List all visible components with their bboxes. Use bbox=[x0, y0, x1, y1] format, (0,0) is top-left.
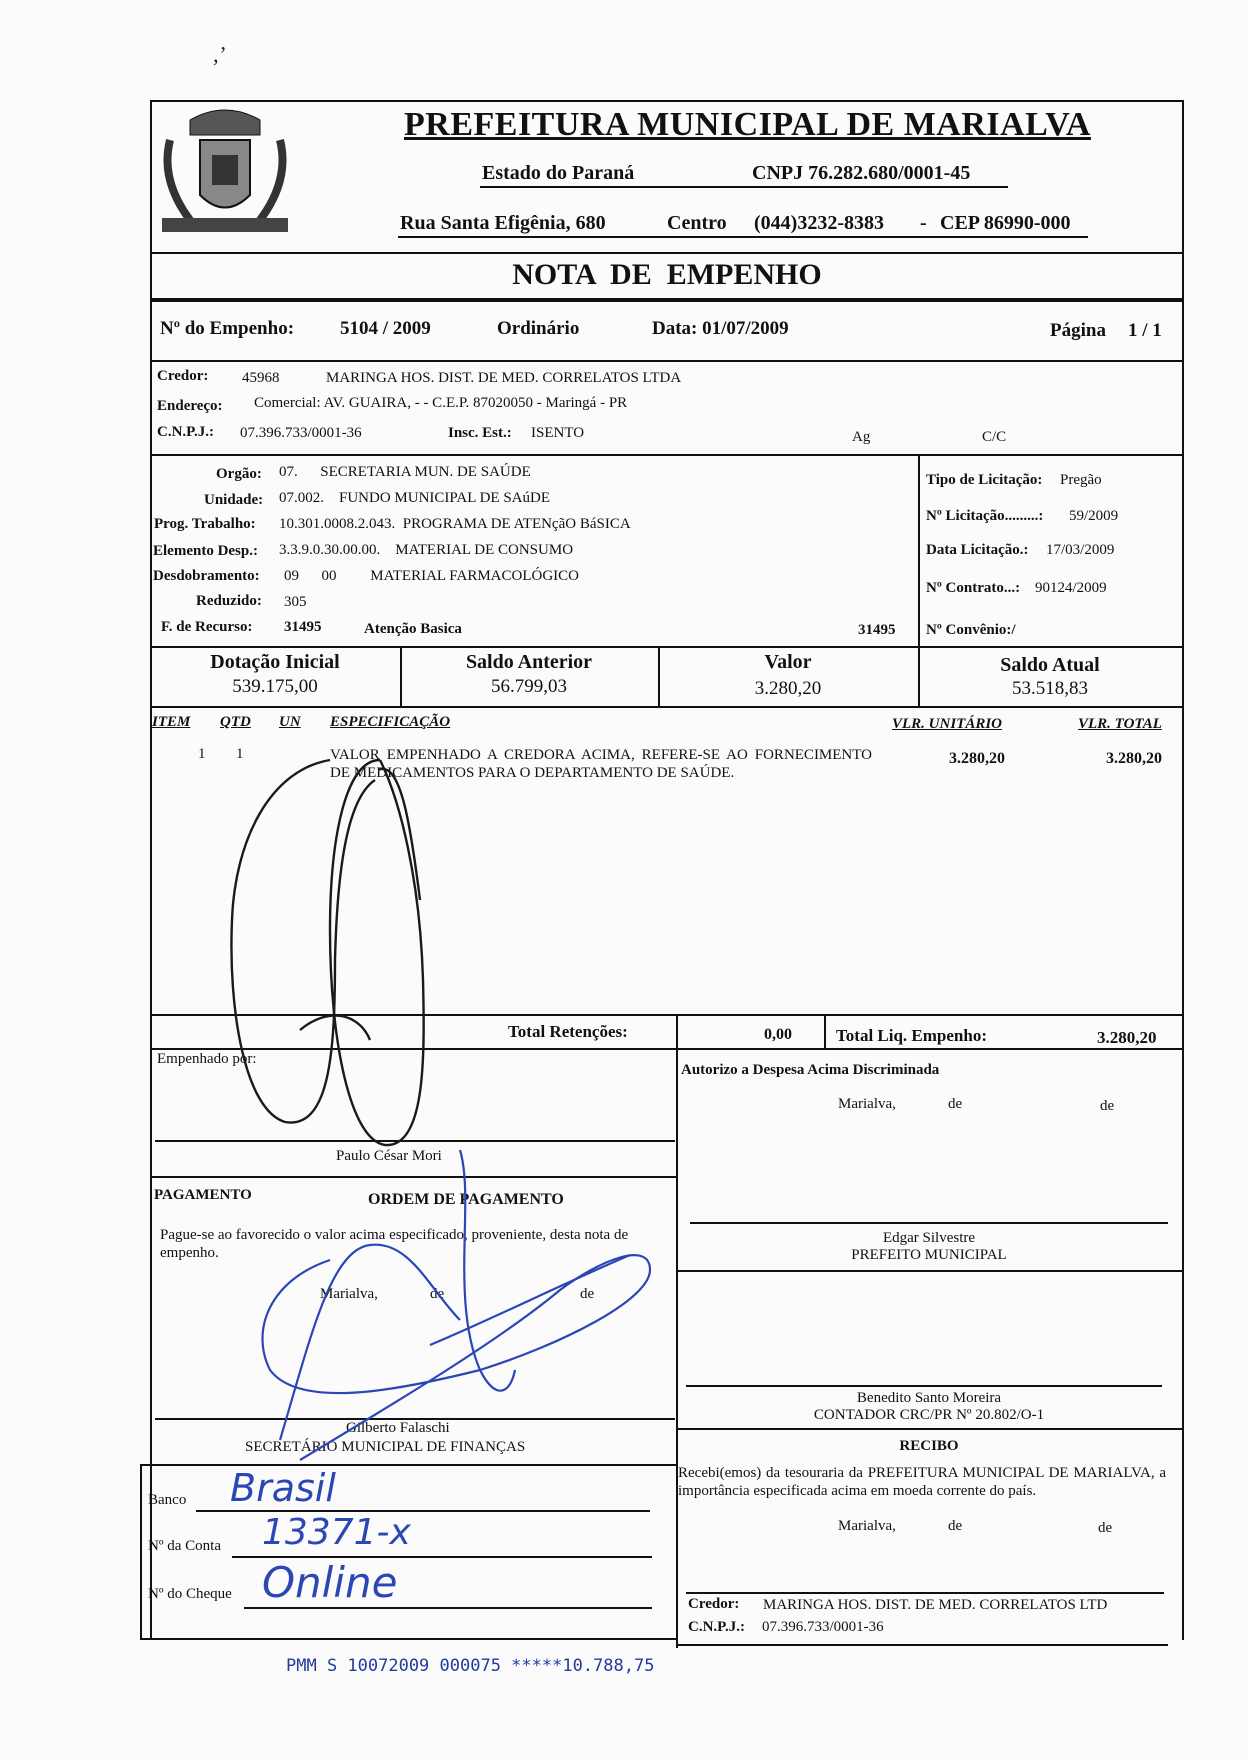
recurso-label: F. de Recurso: bbox=[161, 619, 253, 635]
empenho-date: Data: 01/07/2009 bbox=[652, 318, 789, 339]
divider-totals-2 bbox=[824, 1014, 826, 1050]
divider-empenhado bbox=[150, 1176, 676, 1178]
empenho-type: Ordinário bbox=[497, 318, 580, 339]
pagamento-role: SECRETÁRIO MUNICIPAL DE FINANÇAS bbox=[245, 1439, 526, 1455]
recibo-text: Recebi(emos) da tesouraria da PREFEITURA MUNICIPAL DE MARIALVA, a importância especificada acima em moeda corrente do país. bbox=[678, 1465, 1166, 1499]
retencoes-value: 0,00 bbox=[764, 1026, 792, 1043]
col-unit: VLR. UNITÁRIO bbox=[892, 716, 1003, 732]
unidade-value: 07.002. FUNDO MUNICIPAL DE SAúDE bbox=[279, 490, 550, 506]
item-total-value: 3.280,20 bbox=[1106, 750, 1162, 767]
divider-totals-top bbox=[150, 1014, 1184, 1016]
divider-budget bbox=[150, 646, 1184, 648]
empenhado-label: Empenhado por: bbox=[157, 1051, 257, 1067]
header-phone: (044)3232-8383 bbox=[754, 212, 884, 234]
divider-recibo-bottom bbox=[676, 1644, 1168, 1646]
contrato-label: Nº Contrato...: bbox=[926, 580, 1021, 596]
divider-autorizo bbox=[676, 1270, 1182, 1272]
page-title: PREFEITURA MUNICIPAL DE MARIALVA bbox=[404, 106, 1091, 143]
contador-signature-line bbox=[686, 1385, 1162, 1387]
banco-handwritten: Brasil bbox=[230, 1466, 336, 1510]
empenhado-signer: Paulo César Mori bbox=[336, 1148, 442, 1164]
saldo-atual-label: Saldo Atual bbox=[1000, 654, 1100, 676]
border-right bbox=[1182, 100, 1184, 1640]
pagamento-label: PAGAMENTO bbox=[154, 1187, 252, 1203]
elemento-label: Elemento Desp.: bbox=[153, 543, 258, 559]
valor-value: 3.280,20 bbox=[754, 678, 822, 699]
pagamento-text: Pague-se ao favorecido o valor acima especificado, proveniente, desta nota de empenho. bbox=[160, 1227, 629, 1261]
banco-border-left bbox=[140, 1464, 142, 1640]
ie-label: Insc. Est.: bbox=[448, 425, 512, 441]
ie-value: ISENTO bbox=[531, 425, 585, 441]
divider-pagamento bbox=[140, 1464, 676, 1466]
page-number: 1 / 1 bbox=[1128, 320, 1162, 341]
recibo-de1: de bbox=[948, 1518, 963, 1534]
empenho-number: 5104 / 2009 bbox=[340, 318, 431, 339]
ag-label: Ag bbox=[852, 429, 871, 445]
saldo-atual-value: 53.518,83 bbox=[1012, 678, 1088, 699]
header-cnpj: CNPJ 76.282.680/0001-45 bbox=[752, 162, 971, 184]
liquido-label: Total Liq. Empenho: bbox=[836, 1026, 987, 1045]
credor-cnpj-label: C.N.P.J.: bbox=[157, 424, 214, 440]
convenio-label: Nº Convênio:/ bbox=[926, 622, 1016, 638]
saldo-anterior-value: 56.799,03 bbox=[491, 676, 567, 697]
credor-address: Comercial: AV. GUAIRA, - - C.E.P. 87020050 - Maringá - PR bbox=[254, 395, 628, 411]
autorizo-label: Autorizo a Despesa Acima Discriminada bbox=[681, 1062, 940, 1078]
conta-handwritten: 13371-x bbox=[262, 1512, 411, 1553]
col-spec: ESPECIFICAÇÃO bbox=[330, 714, 451, 730]
header-separator: - bbox=[920, 212, 927, 234]
divider-header bbox=[150, 252, 1184, 254]
recurso-name: Atenção Basica bbox=[364, 621, 462, 637]
divider-contador bbox=[676, 1428, 1182, 1430]
reduzido-label: Reduzido: bbox=[196, 593, 262, 609]
state-label: Estado do Paraná bbox=[482, 162, 635, 184]
reduzido-value: 305 bbox=[284, 594, 307, 610]
licitacao-tipo-value: Pregão bbox=[1060, 472, 1102, 488]
divider-totals-1 bbox=[676, 1014, 678, 1050]
credor-label: Credor: bbox=[157, 368, 209, 384]
unidade-label: Unidade: bbox=[204, 492, 264, 508]
autorizo-role: PREFEITO MUNICIPAL bbox=[851, 1247, 1007, 1263]
divider-empenho bbox=[150, 360, 1184, 362]
pagamento-signer: Gilberto Falaschi bbox=[346, 1420, 450, 1436]
divider-saldos bbox=[150, 706, 1184, 708]
dotacao-value: 539.175,00 bbox=[232, 676, 318, 697]
pagamento-de1: de bbox=[430, 1286, 445, 1302]
contrato-value: 90124/2009 bbox=[1035, 580, 1107, 596]
ordem-pagamento-label: ORDEM DE PAGAMENTO bbox=[368, 1191, 564, 1208]
item-unit-value: 3.280,20 bbox=[949, 750, 1005, 767]
autorizo-de2: de bbox=[1100, 1098, 1115, 1114]
border-top bbox=[150, 100, 1184, 102]
licitacao-numero-value: 59/2009 bbox=[1069, 508, 1119, 524]
coat-of-arms-icon bbox=[150, 100, 300, 250]
recibo-cnpj: 07.396.733/0001-36 bbox=[762, 1619, 884, 1635]
autorizo-signature-line bbox=[690, 1222, 1168, 1224]
scan-mark: ‚ʼ bbox=[212, 42, 227, 67]
header-underline-2 bbox=[398, 236, 1088, 238]
item-number: 1 bbox=[198, 746, 206, 762]
orgao-label: Orgão: bbox=[216, 466, 262, 482]
saldo-anterior-label: Saldo Anterior bbox=[465, 651, 593, 673]
cc-label: C/C bbox=[982, 429, 1007, 445]
header-underline-1 bbox=[480, 186, 1008, 188]
conta-label: Nº da Conta bbox=[148, 1538, 221, 1554]
recibo-credor: MARINGA HOS. DIST. DE MED. CORRELATOS LTD bbox=[763, 1597, 1108, 1613]
banco-border-bottom bbox=[140, 1638, 676, 1640]
liquido-value: 3.280,20 bbox=[1097, 1028, 1157, 1047]
contador-role: CONTADOR CRC/PR Nº 20.802/O-1 bbox=[813, 1407, 1045, 1423]
validation-stamp: PMM S 10072009 000075 *****10.788,75 bbox=[286, 1656, 655, 1676]
address-label: Endereço: bbox=[157, 398, 223, 414]
autorizo-signer: Edgar Silvestre bbox=[882, 1230, 976, 1246]
border-left bbox=[150, 100, 152, 1638]
page-label: Página bbox=[1050, 320, 1106, 341]
elemento-value: 3.3.9.0.30.00.00. MATERIAL DE CONSUMO bbox=[279, 542, 574, 558]
divider-title bbox=[150, 298, 1184, 302]
dotacao-label: Dotação Inicial bbox=[210, 651, 340, 673]
banco-label: Banco bbox=[148, 1492, 187, 1508]
divider-totals-bottom bbox=[150, 1048, 1184, 1050]
prog-value: 10.301.0008.2.043. PROGRAMA DE ATENçãO BáSICA bbox=[279, 516, 631, 532]
empenhado-signature-line bbox=[155, 1140, 675, 1142]
licitacao-tipo-label: Tipo de Licitação: bbox=[926, 472, 1043, 488]
credor-cnpj: 07.396.733/0001-36 bbox=[240, 425, 362, 441]
header-district: Centro bbox=[667, 212, 727, 234]
col-total: VLR. TOTAL bbox=[1078, 716, 1162, 732]
prog-label: Prog. Trabalho: bbox=[154, 516, 256, 532]
retencoes-label: Total Retenções: bbox=[508, 1022, 628, 1041]
item-spec: VALOR EMPENHADO A CREDORA ACIMA, REFERE-SE AO FORNECIMENTO DE MEDICAMENTOS PARA O DEPARTAMENTO DE SAÚDE. bbox=[330, 747, 872, 781]
recurso-code: 31495 bbox=[284, 619, 322, 635]
recibo-label: RECIBO bbox=[899, 1438, 959, 1454]
autorizo-place: Marialva, bbox=[838, 1096, 896, 1112]
pagamento-de2: de bbox=[580, 1286, 595, 1302]
empenho-number-label: Nº do Empenho: bbox=[160, 318, 295, 339]
cheque-line bbox=[244, 1607, 652, 1609]
divider-budget-vertical bbox=[918, 454, 920, 646]
divider-credor bbox=[150, 454, 1184, 456]
col-item: ITEM bbox=[152, 714, 191, 730]
desdob-label: Desdobramento: bbox=[153, 568, 260, 584]
recibo-credor-label: Credor: bbox=[688, 1596, 740, 1612]
contador-signer: Benedito Santo Moreira bbox=[856, 1390, 1002, 1406]
recibo-de2: de bbox=[1098, 1520, 1113, 1536]
recurso-code-right: 31495 bbox=[858, 622, 896, 638]
licitacao-data-label: Data Licitação.: bbox=[926, 542, 1029, 558]
licitacao-numero-label: Nº Licitação.........: bbox=[926, 508, 1044, 524]
credor-code: 45968 bbox=[242, 370, 280, 386]
signature-black bbox=[231, 760, 423, 1145]
autorizo-de1: de bbox=[948, 1096, 963, 1112]
cheque-label: Nº do Cheque bbox=[148, 1586, 232, 1602]
desdob-value: 09 00 MATERIAL FARMACOLÓGICO bbox=[284, 568, 580, 584]
licitacao-data-value: 17/03/2009 bbox=[1046, 542, 1115, 558]
valor-label: Valor bbox=[764, 651, 812, 673]
cheque-handwritten: Online bbox=[262, 1558, 398, 1607]
divider-bottom-vertical bbox=[676, 1048, 678, 1648]
col-qtd: QTD bbox=[220, 714, 251, 730]
orgao-value: 07. SECRETARIA MUN. DE SAÚDE bbox=[279, 464, 531, 480]
credor-name: MARINGA HOS. DIST. DE MED. CORRELATOS LTDA bbox=[326, 370, 682, 386]
document-title: NOTA DE EMPENHO bbox=[512, 258, 822, 291]
header-address: Rua Santa Efigênia, 680 bbox=[400, 212, 606, 234]
recibo-place: Marialva, bbox=[838, 1518, 896, 1534]
recibo-signature-line bbox=[686, 1592, 1164, 1594]
header-cep: CEP 86990-000 bbox=[940, 212, 1071, 234]
item-qtd: 1 bbox=[236, 746, 244, 762]
col-un: UN bbox=[279, 714, 301, 730]
pagamento-place: Marialva, bbox=[320, 1286, 378, 1302]
recibo-cnpj-label: C.N.P.J.: bbox=[688, 1619, 745, 1635]
